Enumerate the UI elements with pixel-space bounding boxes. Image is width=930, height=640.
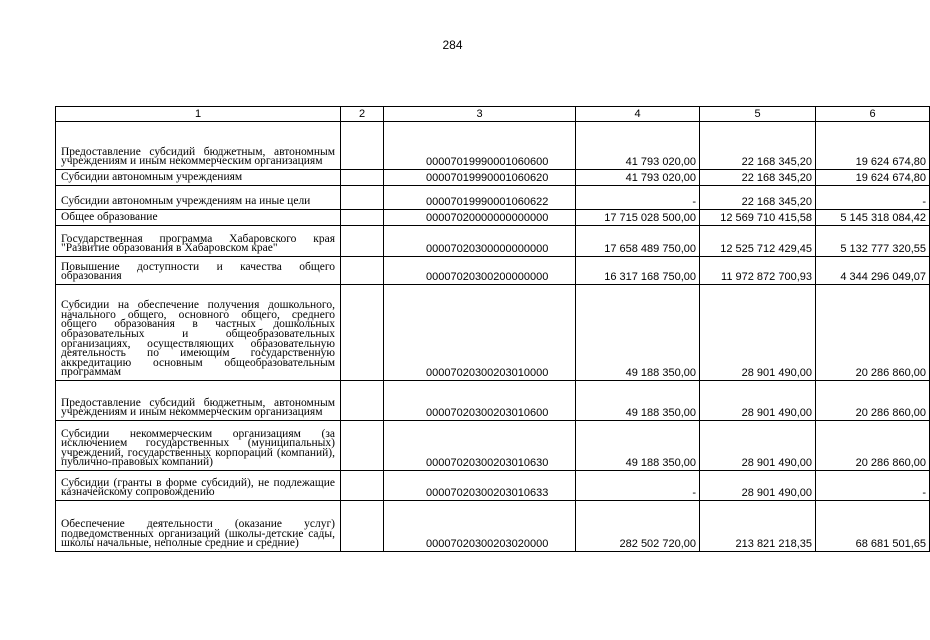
row-col2-cell <box>341 226 384 257</box>
table-row <box>56 170 930 186</box>
table-header-row <box>56 107 930 122</box>
table-row <box>56 226 930 257</box>
row-value-col5: 12 525 712 429,45 <box>700 226 816 257</box>
row-value-col4: 49 188 350,00 <box>576 421 700 471</box>
row-value-col5: 22 168 345,20 <box>700 186 816 210</box>
column-header-3: 3 <box>384 107 576 122</box>
page-number: 284 <box>442 38 463 52</box>
table-row <box>56 186 930 210</box>
row-code-cell: 00007020300203020000 <box>384 501 576 552</box>
row-value-col5: 12 569 710 415,58 <box>700 210 816 226</box>
column-header-1: 1 <box>56 107 341 122</box>
column-header-6: 6 <box>816 107 930 122</box>
row-value-col6: 20 286 860,00 <box>816 381 930 421</box>
column-header-5: 5 <box>700 107 816 122</box>
table-row <box>56 257 930 285</box>
row-value-col5: 28 901 490,00 <box>700 471 816 501</box>
row-name-cell: Субсидии автономным учреждениям на иные цели <box>56 186 341 210</box>
row-col2-cell <box>341 186 384 210</box>
row-value-col6: 68 681 501,65 <box>816 501 930 552</box>
row-value-col6: 5 132 777 320,55 <box>816 226 930 257</box>
row-code-cell: 00007020000000000000 <box>384 210 576 226</box>
row-value-col4: 16 317 168 750,00 <box>576 257 700 285</box>
row-value-col4: - <box>576 471 700 501</box>
row-col2-cell <box>341 210 384 226</box>
row-code-cell: 00007020300200000000 <box>384 257 576 285</box>
row-col2-cell <box>341 471 384 501</box>
table-row <box>56 210 930 226</box>
row-name-cell: Предоставление субсидий бюджетным, автономным учреждениям и иным некоммерческим организациям <box>56 122 341 170</box>
row-value-col4: 41 793 020,00 <box>576 122 700 170</box>
row-value-col5: 11 972 872 700,93 <box>700 257 816 285</box>
row-col2-cell <box>341 421 384 471</box>
table-row <box>56 285 930 381</box>
row-col2-cell <box>341 122 384 170</box>
row-code-cell: 00007019990001060600 <box>384 122 576 170</box>
row-name-cell: Субсидии автономным учреждениям <box>56 170 341 186</box>
row-col2-cell <box>341 257 384 285</box>
row-value-col6: 19 624 674,80 <box>816 122 930 170</box>
row-value-col5: 28 901 490,00 <box>700 421 816 471</box>
row-value-col5: 213 821 218,35 <box>700 501 816 552</box>
row-name-cell: Субсидии некоммерческим организациям (за исключением государственных (муниципальных) учреждений, государственных корпораций (компаний), публично-правовых компаний) <box>56 421 341 471</box>
row-col2-cell <box>341 285 384 381</box>
table-row <box>56 421 930 471</box>
row-code-cell: 00007019990001060620 <box>384 170 576 186</box>
table-row <box>56 471 930 501</box>
row-value-col5: 22 168 345,20 <box>700 170 816 186</box>
row-name-cell: Повышение доступности и качества общего образования <box>56 257 341 285</box>
row-value-col6: - <box>816 471 930 501</box>
row-value-col6: 5 145 318 084,42 <box>816 210 930 226</box>
row-value-col4: 41 793 020,00 <box>576 170 700 186</box>
row-name-cell: Государственная программа Хабаровского края "Развитие образования в Хабаровском крае" <box>56 226 341 257</box>
row-col2-cell <box>341 501 384 552</box>
row-code-cell: 00007020300000000000 <box>384 226 576 257</box>
budget-table <box>55 106 930 552</box>
row-value-col4: - <box>576 186 700 210</box>
row-value-col4: 282 502 720,00 <box>576 501 700 552</box>
row-value-col4: 17 658 489 750,00 <box>576 226 700 257</box>
row-code-cell: 00007020300203010633 <box>384 471 576 501</box>
table-row <box>56 122 930 170</box>
row-value-col6: 19 624 674,80 <box>816 170 930 186</box>
row-name-cell: Предоставление субсидий бюджетным, автономным учреждениям и иным некоммерческим организациям <box>56 381 341 421</box>
table-row <box>56 501 930 552</box>
column-header-4: 4 <box>576 107 700 122</box>
column-header-2: 2 <box>341 107 384 122</box>
row-name-cell: Общее образование <box>56 210 341 226</box>
row-name-cell: Субсидии (гранты в форме субсидий), не подлежащие казначейскому сопровождению <box>56 471 341 501</box>
row-value-col4: 17 715 028 500,00 <box>576 210 700 226</box>
row-code-cell: 00007020300203010630 <box>384 421 576 471</box>
row-value-col4: 49 188 350,00 <box>576 381 700 421</box>
row-value-col5: 22 168 345,20 <box>700 122 816 170</box>
row-value-col6: - <box>816 186 930 210</box>
row-code-cell: 00007019990001060622 <box>384 186 576 210</box>
table-row <box>56 381 930 421</box>
row-value-col5: 28 901 490,00 <box>700 285 816 381</box>
row-name-cell: Обеспечение деятельности (оказание услуг) подведомственных организаций (школы-детские сады, школы начальные, неполные средние и средние) <box>56 501 341 552</box>
row-value-col6: 20 286 860,00 <box>816 285 930 381</box>
row-value-col5: 28 901 490,00 <box>700 381 816 421</box>
row-code-cell: 00007020300203010600 <box>384 381 576 421</box>
row-col2-cell <box>341 381 384 421</box>
row-value-col4: 49 188 350,00 <box>576 285 700 381</box>
row-value-col6: 4 344 296 049,07 <box>816 257 930 285</box>
row-name-cell: Субсидии на обеспечение получения дошкольного, начального общего, основного общего, среднего общего образования в частных дошкольных образовательных и общеобразовательных организациях, осуществляющих образовательную деятельность по имеющим государственную аккредитацию основным общеобразовательным программам <box>56 285 341 381</box>
row-code-cell: 00007020300203010000 <box>384 285 576 381</box>
row-value-col6: 20 286 860,00 <box>816 421 930 471</box>
row-col2-cell <box>341 170 384 186</box>
